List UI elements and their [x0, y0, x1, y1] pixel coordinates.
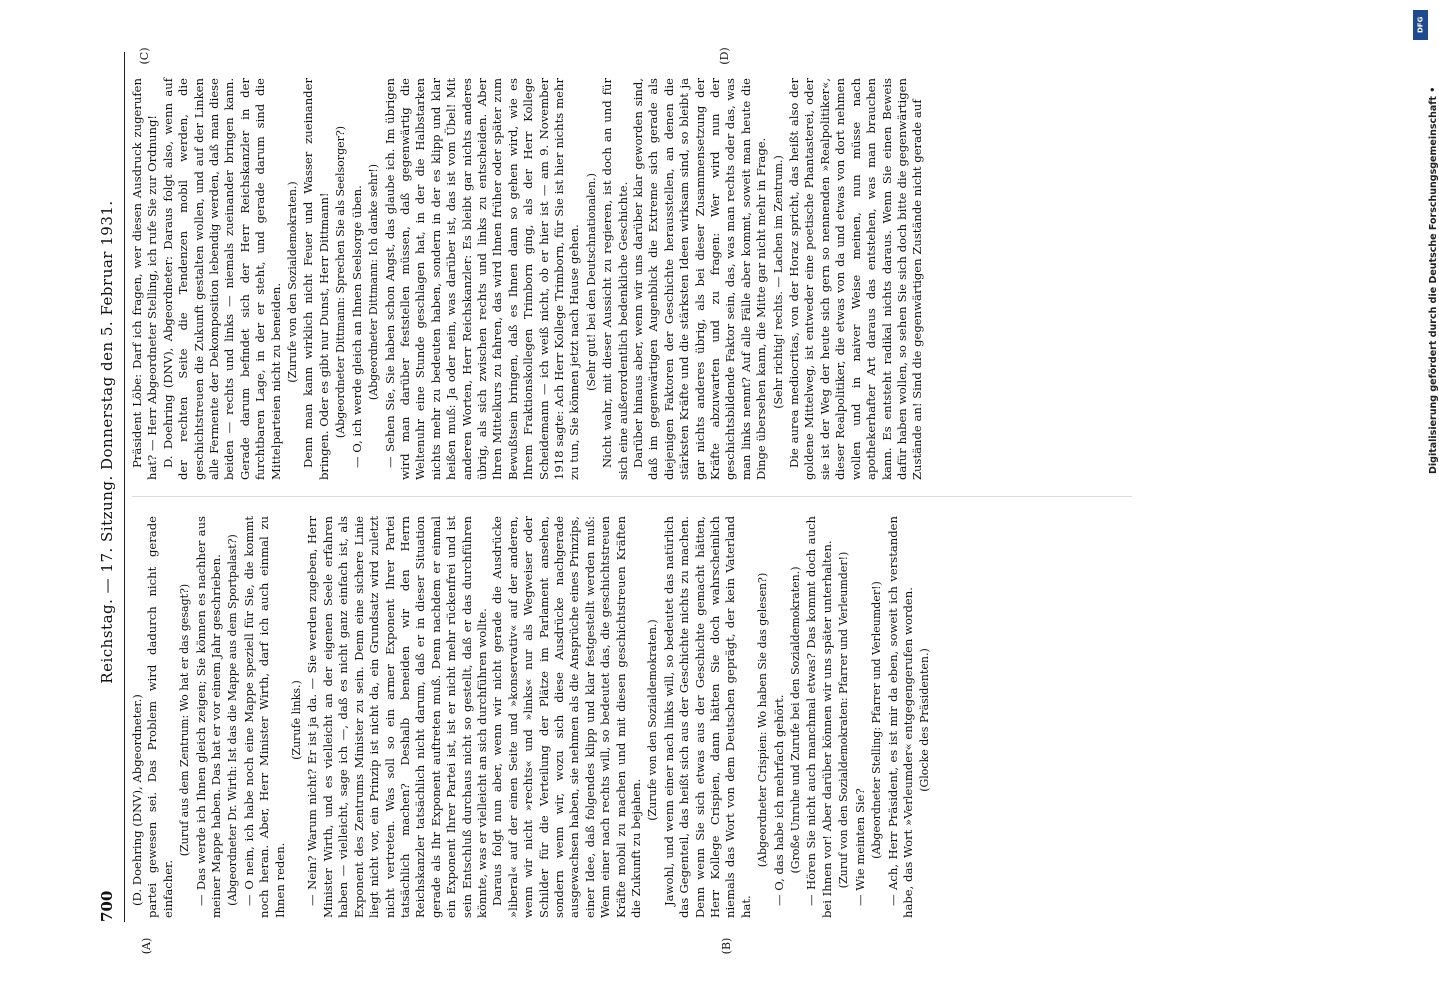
paragraph: — O nein, ich habe noch eine Mappe speziell für Sie, die kommt noch heran. Aber, Herr Minister Wirth, darf ich auch einmal zu Ihnen reden. — [241, 516, 287, 918]
margin-letter-a: (A) — [140, 937, 153, 955]
paragraph: Die aurea mediocritas, von der Horaz spricht, das heißt also der goldene Mittelweg, ist entweder eine poetische Phantasterei, oder sie ist der Weg der heute sich gern so nennenden »Realpolitiker«, dieser Realpolitiker, die etwas von da und etwas von dort nehmen wollen und in naiver Weise meinen, nun müsse nach apothekerhafter Art daraus das entstehen, was man brauchen kann. Es entsteht radikal nichts daraus. Wenn Sie einen Beweis dafür haben wollen, so sehen Sie sich doch bitte die gegenwärtigen Zustände an! Sind die gegenwärtigen Zustände nicht gerade auf — [787, 78, 925, 480]
dfg-stamp — [1412, 4, 1439, 604]
margin-letter-c: (C) — [138, 47, 151, 65]
interjection: (Glocke des Präsidenten.) — [918, 648, 932, 792]
interjection: (Große Unruhe und Zurufe bei den Sozialdemokraten.) — [789, 566, 803, 874]
paragraph: Präsident Löbe: Darf ich fragen, wer diesen Ausdruck zugerufen hat? — Herr Abgeordneter Stelling, ich rufe Sie zur Ordnung! — [130, 78, 160, 480]
column-divider — [132, 496, 1132, 497]
paragraph: — Ach, Herr Präsident, es ist mir da eben, soweit ich verstanden habe, das Wort »Verleumder« entgegengerufen worden. — [885, 516, 915, 918]
left-column — [130, 516, 1140, 918]
running-title: Reichstag. — 17. Sitzung. Donnerstag den 5. Februar 1931. — [98, 200, 116, 684]
interjection: (Abgeordneter Dittmann: Ich danke sehr!) — [367, 163, 381, 401]
paragraph: (D. Doehring (DNV), Abgeordneter.) — [130, 694, 144, 906]
paragraph: Denn man kann wirklich nicht Feuer und Wasser zueinander bringen. Oder es gibt nur Dunst, Herr Dittmann! — [301, 78, 331, 480]
interjection: (Abgeordneter Crispien: Wo haben Sie das gelesen?) — [756, 572, 770, 868]
paragraph: — Nein? Warum nicht? Er ist ja da. — Sie werden zugeben, Herr Minister Wirth, und es vielleicht an der eigenen Seele erfahren haben — vielleicht, sage ich —, daß es nicht ganz einfach ist, als Exponent des Zentrums Minister zu sein. Denn eine sichere Linie liegt nicht vor, ein Prinzip ist nicht da, ein Grundsatz wird zuletzt nicht vertreten. Was soll so ein armer Exponent Ihrer Partei tatsächlich machen? Deshalb beneiden wir den Herrn Reichskanzler tatsächlich nicht darum, daß er in dieser Situation gerade als Ihr Exponent auftreten muß. Denn nachdem er einmal ein Exponent Ihrer Partei ist, ist er nicht mehr rückenfrei und ist sein Entschluß durchaus nicht so gestellt, daß er das durchführen könnte, was er vielleicht an sich durchführen wollte. — [305, 516, 489, 918]
dfg-stamp-text: Digitalisierung gefördert durch die Deutsche Forschungsgemeinschaft • — [1428, 86, 1439, 474]
paragraph: — Wie meinten Sie? — [852, 788, 867, 906]
interjection: (Abgeordneter Dr. Wirth: Ist das die Mappe aus dem Sportpalast?) — [226, 534, 240, 906]
paragraph: — Hören Sie nicht auch manchmal etwas? Das kommt doch auch bei Ihnen vor! Aber darüber können wir uns später unterhalten. — [804, 516, 834, 918]
paragraph: — O, ich werde gleich an Ihnen Seelsorge üben. — [349, 185, 364, 468]
paragraph: Darüber hinaus aber, wenn wir uns darüber klar geworden sind, daß im gegenwärtigen Augenblick die Extreme sich gerade als diejenigen Faktoren der Geschichte herausstellen, an denen die stärksten Kräfte und die stärksten Ideen wirksam sind, so bleibt ja gar nichts anderes übrig, als bei dieser Zusammensetzung der Kräfte abzuwarten und zu fragen: Wer wird nun der geschichtsbildende Faktor sein, das, was man rechts oder das, was man links nennt? Auf alle Fälle aber kommt, soweit man heute die Dinge übersehen kann, die Mitte gar nicht mehr in Frage. — [631, 78, 769, 480]
interjection: (Abgeordneter Stelling: Pfarrer und Verleumder!) — [870, 581, 884, 859]
interjection: (Zuruf von den Sozialdemokraten: Pfarrer und Verleumder!) — [837, 551, 851, 889]
interjection: (Zuruf aus dem Zentrum: Wo hat er das gesagt?) — [178, 583, 192, 857]
interjection: (Zurufe von den Sozialdemokraten.) — [646, 619, 660, 821]
paragraph: D. Doehring (DNV), Abgeordneter: Daraus folgt also, wenn auf der rechten Seite die Tendenzen mobil werden, die geschichtstreuen die Zukunft gestalten wollen, und auf der Linken alle Fermente der Dekomposition lebendig werden, daß man diese beiden — rechts und links — niemals zueinander bringen kann. Gerade darum befindet sich der Herr Reichskanzler in der furchtbaren Lage, in der er steht, und gerade darum sind die Mittelparteien nicht zu beneiden. — [160, 78, 283, 480]
interjection: (Sehr gut! bei den Deutschnationalen.) — [584, 173, 598, 391]
paragraph: Daraus folgt nun aber, wenn wir nicht gerade die Ausdrücke »liberal« auf der einen Seite und »konservativ« auf der anderen, wenn wir nicht »rechts« und »links« nur als Wegweiser oder Schilder für die Verteilung der Plätze im Parlament ansehen, sondern wenn wir, wozu sich diese Ausdrücke nachgerade ausgewachsen haben, sie nehmen als die Ansprüche eines Prinzips, einer Idee, daß folgendes klipp und klar festgestellt werden muß: Wenn einer nach rechts will, so bedeutet das, die geschichtstreuen Kräfte mobil zu machen und mit diesen geschichtstreuen Kräften die Zukunft zu bejahen. — [490, 516, 643, 918]
paragraph: Jawohl, und wenn einer nach links will, so bedeutet das natürlich das Gegenteil, das heißt sich aus der Geschichte nichts zu machen. Denn wenn Sie sich etwas aus der Geschichte gemacht hätten, Herr Kollege Crispien, dann hätten Sie doch wahrscheinlich niemals das Wort von dem Deutschen geprägt, der kein Vaterland hat. — [661, 516, 753, 918]
interjection: (Zurufe von den Sozialdemokraten.) — [286, 181, 300, 383]
interjection: (Abgeordneter Dittmann: Sprechen Sie als Seelsorger?) — [334, 125, 348, 439]
page-number: 700 — [98, 890, 116, 922]
dfg-logo: DFG — [1413, 10, 1428, 40]
paragraph: — Sehen Sie, Sie haben schon Angst, das glaube ich. Im übrigen wird man darüber feststellen müssen, daß gegenwärtig die Weltenuhr eine Stunde geschlagen hat, in der die Halbstarken nichts mehr zu bedeuten haben, sondern in der es klipp und klar heißen muß: Ja oder nein, was darüber ist, das ist vom Übel! Mit anderen Worten, Herr Reichskanzler: Es bleibt gar nichts anderes übrig, als sich zwischen rechts und links zu entscheiden. Aber Ihren Mittelkurs zu fahren, das wird Ihnen früher oder später zum Bewußtsein bringen, daß es Ihnen dann so gehen wird, wie es Ihrem Fraktionskollegen Trimborn ging, als der Herr Kollege Scheidemann — ich weiß nicht, ob er hier ist — am 9. November 1918 sagte: Ach Herr Kollege Trimborn, für Sie ist hier nichts mehr zu tun, Sie können jetzt nach Hause gehen. — [382, 78, 582, 480]
paragraph: — O, das habe ich mehrfach gehört. — [771, 694, 786, 906]
paragraph: — Das werde ich Ihnen gleich zeigen; Sie können es nachher aus meiner Mappe haben. Das hat er vor einem Jahr geschrieben. — [193, 516, 224, 918]
paragraph: Nicht wahr, mit dieser Aussicht zu regieren, ist doch an und für sich eine außerordentlich bedenkliche Geschichte. — [600, 78, 630, 480]
margin-letter-b: (B) — [720, 937, 733, 955]
right-column — [130, 78, 1140, 480]
page-header — [98, 52, 125, 922]
interjection: (Sehr richtig! rechts. — Lachen im Zentrum.) — [771, 155, 785, 409]
margin-letter-d: (D) — [718, 47, 731, 65]
paragraph: partei gewesen sei. Das Problem wird dadurch nicht gerade einfacher. — [145, 516, 175, 918]
interjection: (Zurufe links.) — [290, 680, 304, 760]
